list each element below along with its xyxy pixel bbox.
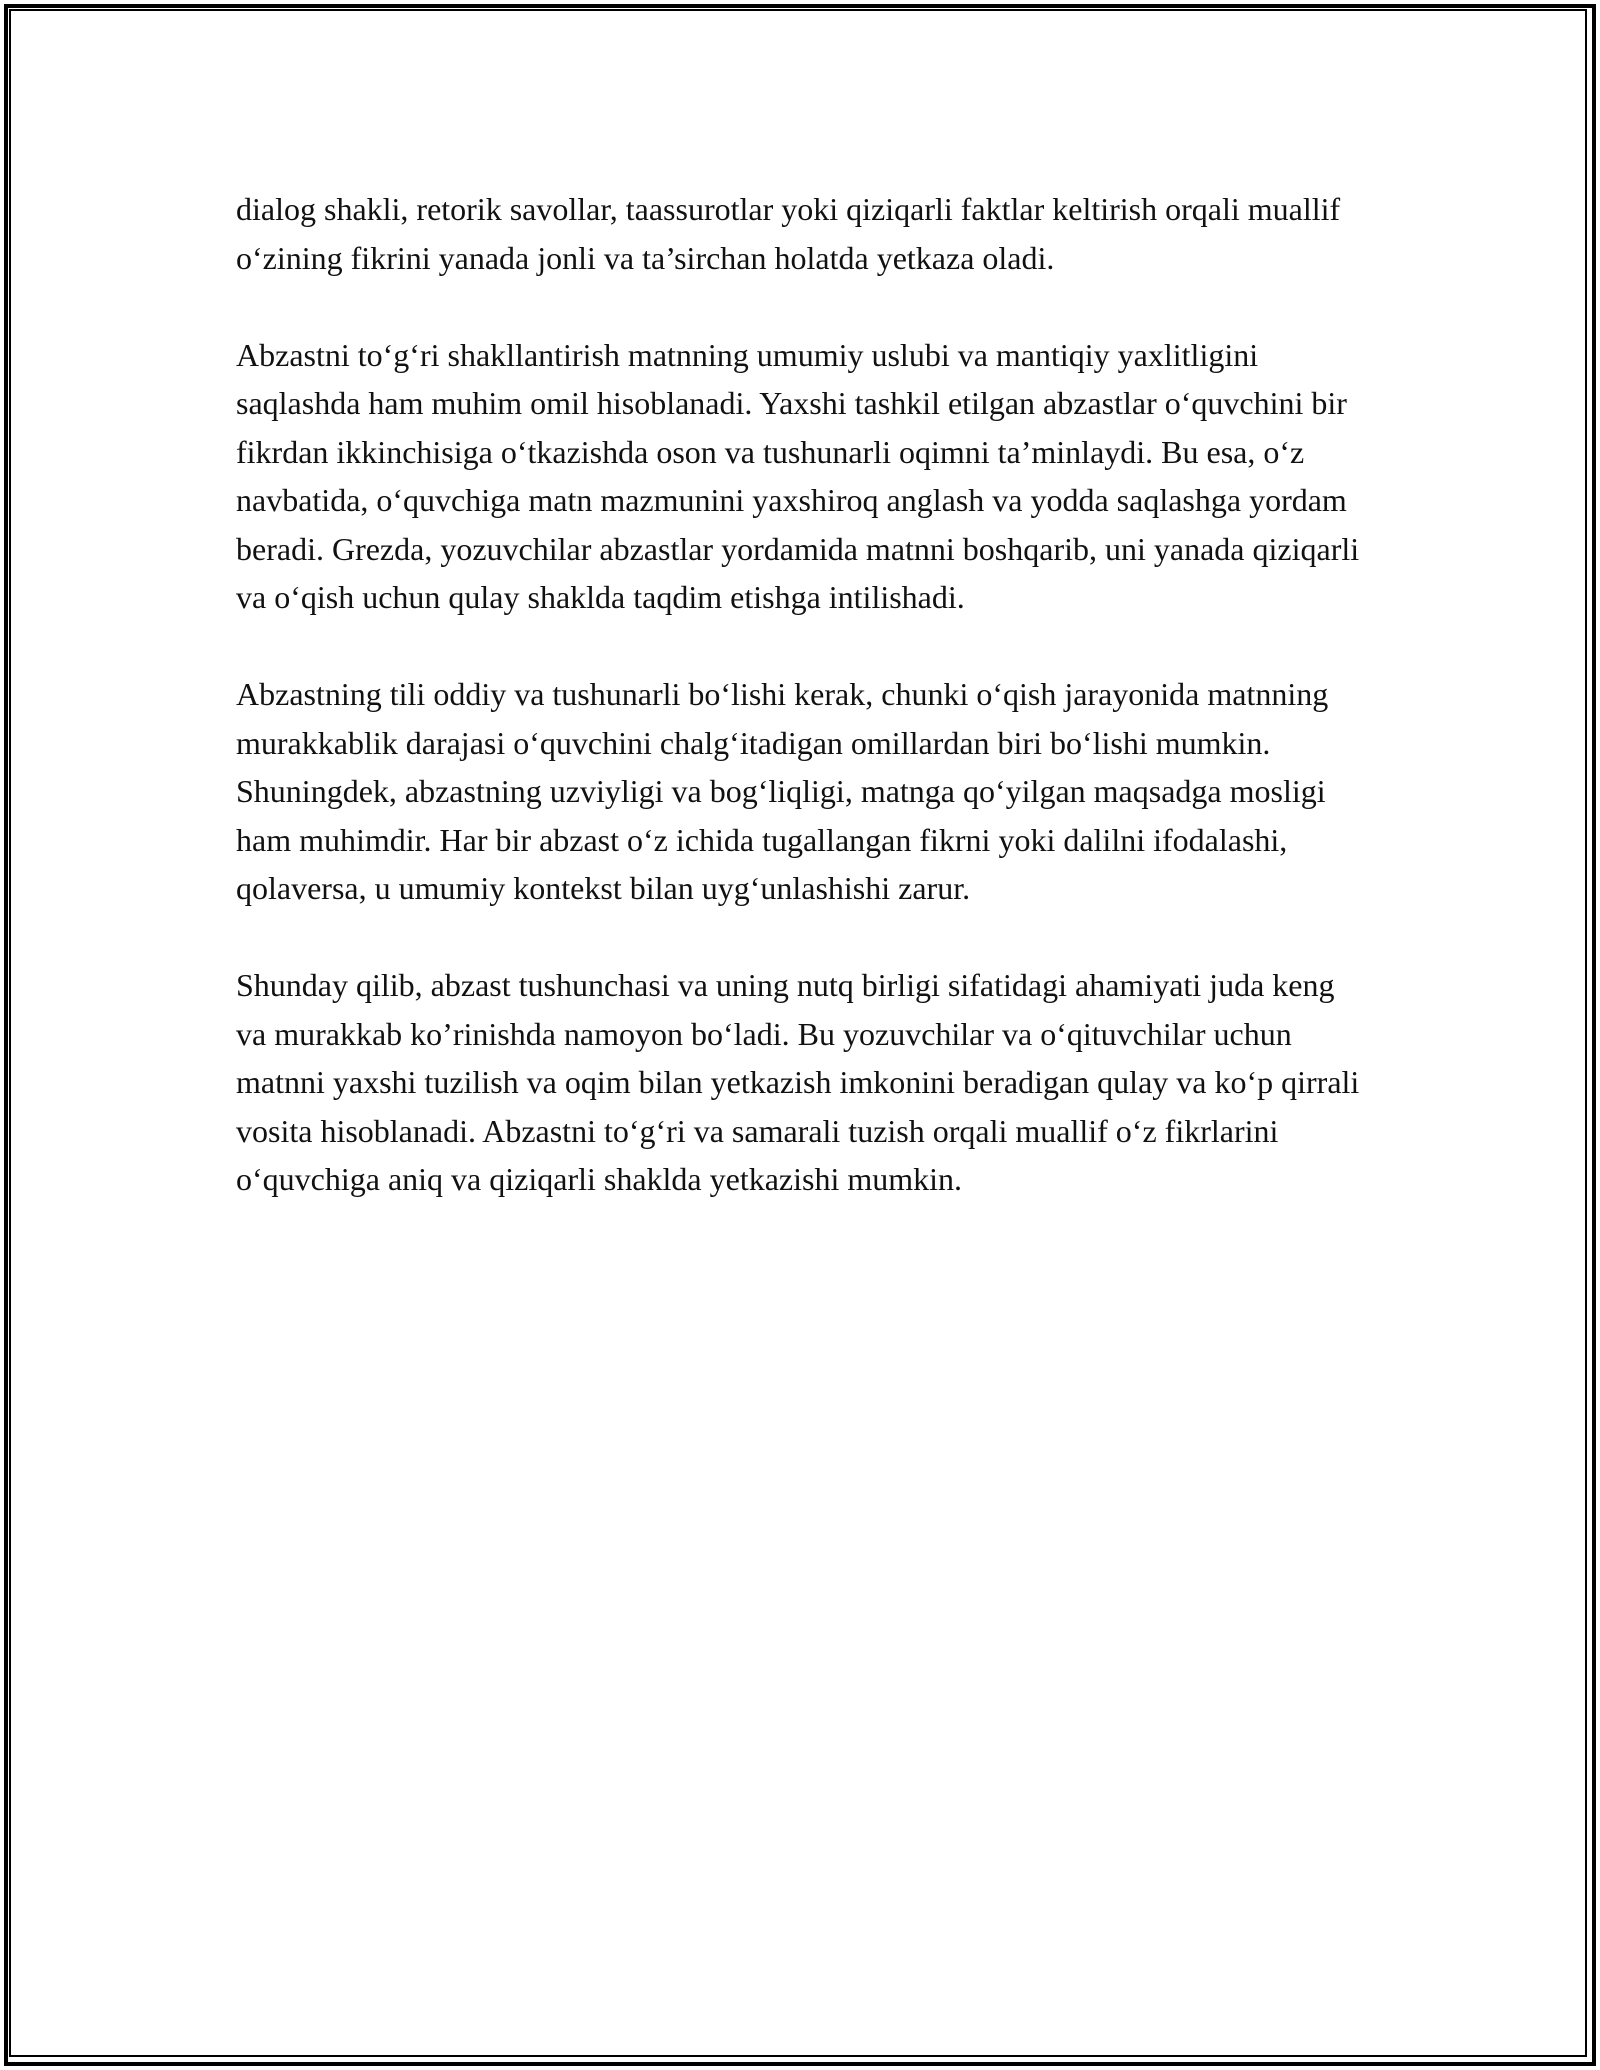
document-body xyxy=(236,185,1366,1252)
paragraph-2: Abzastni to‘g‘ri shakllantirish matnning umumiy uslubi va mantiqiy yaxlitligini saqlashda ham muhim omil hisoblanadi. Yaxshi tashkil etilgan abzastlar o‘quvchini bir fikrdan ikkinchisiga o‘tkazishda oson va tushunarli oqimni ta’minlaydi. Bu esa, o‘z navbatida, o‘quvchiga matn mazmunini yaxshiroq anglash va yodda saqlashga yordam beradi. Grezda, yozuvchilar abzastlar yordamida matnni boshqarib, uni yanada qiziqarli va o‘qish uchun qulay shaklda taqdim etishga intilishadi. xyxy=(236,336,1360,615)
paragraph-3: Abzastning tili oddiy va tushunarli bo‘lishi kerak, chunki o‘qish jarayonida matnning murakkablik darajasi o‘quvchini chalg‘itadigan omillardan biri bo‘lishi mumkin. Shuningdek, abzastning uzviyligi va bog‘liqligi, matnga qo‘yilgan maqsadga mosligi ham muhimdir. Har bir abzast o‘z ichida tugallangan fikrni yoki dalilni ifodalashi, qolaversa, u umumiy kontekst bilan uyg‘unlashishi zarur. xyxy=(236,676,1329,906)
paragraph-1: dialog shakli, retorik savollar, taassurotlar yoki qiziqarli faktlar keltirish orqali muallif o‘zining fikrini yanada jonli va ta’sirchan holatda yetkaza oladi. xyxy=(236,191,1341,276)
paragraph-4: Shunday qilib, abzast tushunchasi va uning nutq birligi sifatidagi ahamiyati juda keng va murakkab ko’rinishda namoyon bo‘ladi. Bu yozuvchilar va o‘qituvchilar uchun matnni yaxshi tuzilish va oqim bilan yetkazish imkonini beradigan qulay va ko‘p qirrali vosita hisoblanadi. Abzastni to‘g‘ri va samarali tuzish orqali muallif o‘z fikrlarini o‘quvchiga aniq va qiziqarli shaklda yetkazishi mumkin. xyxy=(236,967,1360,1197)
